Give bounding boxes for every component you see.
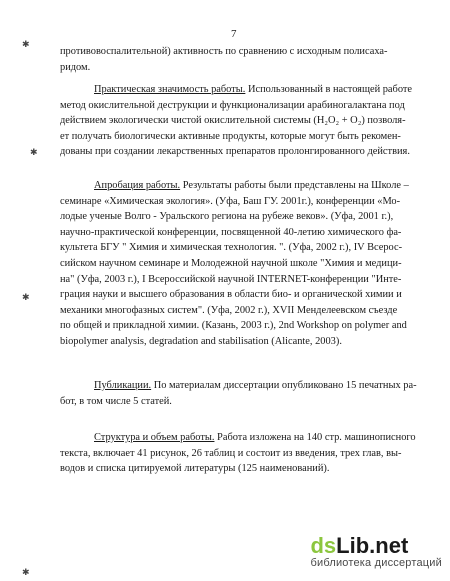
scan-mark: ✱: [30, 148, 38, 158]
text-line: бот, в том числе 5 статей.: [60, 395, 172, 407]
text-line: семинаре «Химическая экология». (Уфа, Баш ГУ. 2001г.), конференции «Мо-: [60, 195, 401, 207]
text-line: водов и списка цитируемой литературы (125 наименований).: [60, 463, 330, 475]
text-line: научно-практической конференции, посвященной 40-летию химического фа-: [60, 226, 402, 238]
section-heading: Апробация работы.: [94, 180, 181, 191]
text-line: ет получать биологически активные продукты, которые могут быть рекомен-: [60, 130, 401, 142]
text-line: Результаты работы были представлены на Школе –: [180, 180, 409, 191]
dslib-logo: [310, 533, 442, 559]
paragraph-approbation: [60, 178, 412, 350]
text-line: Использованный в настоящей работе: [245, 84, 413, 95]
logo-lib: Lib: [336, 533, 370, 558]
paragraph-continuation: [60, 44, 412, 75]
scan-mark: ✱: [22, 568, 30, 578]
section-heading: Структура и объем работы.: [94, 432, 215, 443]
text-line: противовоспалительной) активность по сравнению с исходным полисаха-: [60, 46, 388, 57]
text-line: лодые ученые Волго - Уральского региона на рубеже веков». (Уфа, 2001 г.),: [60, 211, 394, 223]
dslib-watermark: [310, 533, 442, 569]
section-heading: Публикации.: [94, 380, 152, 391]
text-line: ридом.: [60, 61, 91, 73]
paragraph-structure: [60, 430, 416, 477]
scan-mark: ✱: [22, 40, 30, 50]
section-heading: Практическая значимость работы.: [94, 84, 246, 95]
logo-net: .net: [369, 533, 409, 558]
logo-ds: ds: [310, 533, 337, 558]
text-line: Работа изложена на 140 стр. машинописного: [214, 432, 416, 443]
paragraph-publications: [60, 378, 417, 409]
text-line: культета БГУ " Химия и химическая технология. ". (Уфа, 2002 г.), IV Всерос-: [60, 242, 403, 254]
paragraph-practical-significance: [60, 82, 412, 160]
scan-mark: ✱: [22, 293, 30, 303]
text-line: действием экологически чистой окислительной системы (H₂O₂ + O₂) позволя-: [60, 115, 406, 127]
text-line: механики многофазных систем". (Уфа, 2002 г.), XVII Менделеевском съезде: [60, 304, 398, 316]
text-line: метод окислительной деструкции и функционализации арабиногалактана под: [60, 99, 405, 111]
text-line: по общей и прикладной химии. (Казань, 2003 г.), 2nd Workshop on polymer and: [60, 320, 407, 332]
text-line: По материалам диссертации опубликовано 15 печатных ра-: [151, 380, 417, 391]
text-line: biopolymer analysis, degradation and stabilisation (Alicante, 2003).: [60, 335, 342, 347]
text-line: грация науки и высшего образования в области био- и органической химии и: [60, 289, 402, 301]
watermark-caption: библиотека диссертаций: [310, 557, 442, 569]
text-line: текста, включает 41 рисунок, 26 таблиц и состоит из введения, трех глав, вы-: [60, 447, 402, 459]
text-line: на" (Уфа, 2003 г.), I Всероссийской научной INTERNET-конференции "Инте-: [60, 273, 402, 285]
text-line: дованы при создании лекарственных препаратов пролонгированного действия.: [60, 146, 410, 158]
page-number: 7: [231, 28, 237, 40]
text-line: сийском научном семинаре и Молодежной научной школе "Химия и медици-: [60, 257, 402, 269]
